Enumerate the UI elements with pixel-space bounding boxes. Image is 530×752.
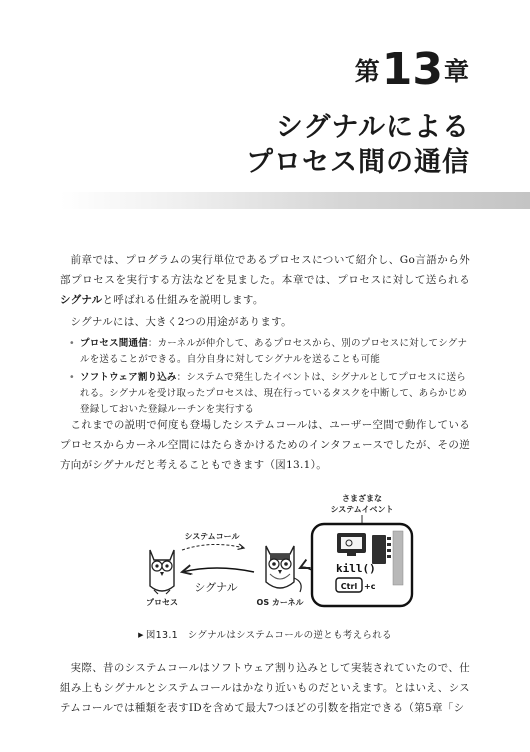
- figure-caption-text: 図13.1 シグナルはシステムコールの逆とも考えられる: [145, 630, 392, 641]
- bullet-text: ：システムで発生したイベントは、シグナルとしてプロセスに送られる。シグナルを受け取ったプロセスは、現在行っているタスクを中断して、あらかじめ登録しておいた登録ルーチンを実行する: [80, 372, 468, 415]
- chapter-suffix: 章: [443, 57, 470, 86]
- bullet-term: プロセス間通信: [80, 338, 148, 349]
- bullet-text: ：カーネルが仲介して、あるプロセスから、別のプロセスに対してシグナルを送ることができる。自分自身に対してシグナルを送ることも可能: [80, 338, 468, 365]
- events-label-line1: さまざまな: [342, 494, 382, 503]
- chip-icon: [372, 535, 386, 564]
- signal-label: シグナル: [194, 581, 238, 594]
- paragraph-syscall: これまでの説明で何度も登場したシステムコールは、ユーザー空間で動作しているプロセスからカーネル空間にはたらきかけるためのインタフェースでしたが、その逆方向がシグナルだと考えることもできます（図13.1）。: [60, 419, 470, 471]
- event-to-kernel-arrow: [300, 567, 312, 570]
- chapter-prefix: 第: [354, 57, 381, 86]
- paragraph-history: 実際、昔のシステムコールはソフトウェア割り込みとして実装されていたので、仕組み上もシグナルとシステムコールはかなり近いものだといえます。とはいえ、システムコールでは種類を表すIDを含めて最大7つほどの引数を指定できる（第5章「シ: [60, 662, 470, 714]
- bullet-list: [60, 336, 470, 420]
- bullet-item: [60, 336, 470, 368]
- chapter-number-digits: 13: [381, 44, 443, 95]
- chapter-title: [246, 110, 470, 180]
- memory-bar-icon: [393, 531, 403, 585]
- paragraph-intro-a: 前章では、プログラムの実行単位であるプロセスについて紹介し、Go言語から外部プロセスを実行する方法などを見ました。本章では、プロセスに対して送られる: [60, 254, 470, 286]
- syscall-arrow: [182, 544, 244, 550]
- paragraph-uses: シグナルには、大きく2つの用途があります。: [70, 316, 292, 328]
- kill-call-label: kill(): [336, 562, 376, 575]
- process-owl-icon: [150, 550, 174, 594]
- paragraph-intro: [60, 250, 470, 310]
- plus-c-label: +c: [364, 582, 376, 591]
- caption-marker: ▶: [138, 631, 144, 639]
- figure-diagram: [60, 490, 470, 622]
- monitor-stand: [347, 553, 356, 556]
- signal-arrow: [182, 568, 254, 572]
- ctrl-key-label: Ctrl: [340, 582, 358, 591]
- figure-caption: [60, 627, 470, 641]
- chapter-title-line1: シグナルによる: [275, 112, 470, 143]
- process-label: プロセス: [146, 598, 178, 607]
- bullet-dot: •: [69, 338, 75, 349]
- chapter-title-line2: プロセス間の通信: [246, 147, 470, 178]
- kernel-label: OS カーネル: [256, 598, 304, 607]
- chapter-number: [355, 44, 470, 95]
- syscall-label: システムコール: [184, 532, 240, 541]
- title-gradient-bar: [60, 192, 530, 209]
- kernel-owl-icon: [266, 546, 301, 592]
- bullet-term: ソフトウェア割り込み: [80, 372, 177, 383]
- paragraph-intro-b: と呼ばれる仕組みを説明します。: [102, 294, 264, 306]
- events-label-line2: システムイベント: [330, 505, 394, 514]
- bullet-item: [60, 370, 470, 418]
- keyword-signal: シグナル: [60, 294, 103, 306]
- bullet-dot: •: [69, 372, 75, 383]
